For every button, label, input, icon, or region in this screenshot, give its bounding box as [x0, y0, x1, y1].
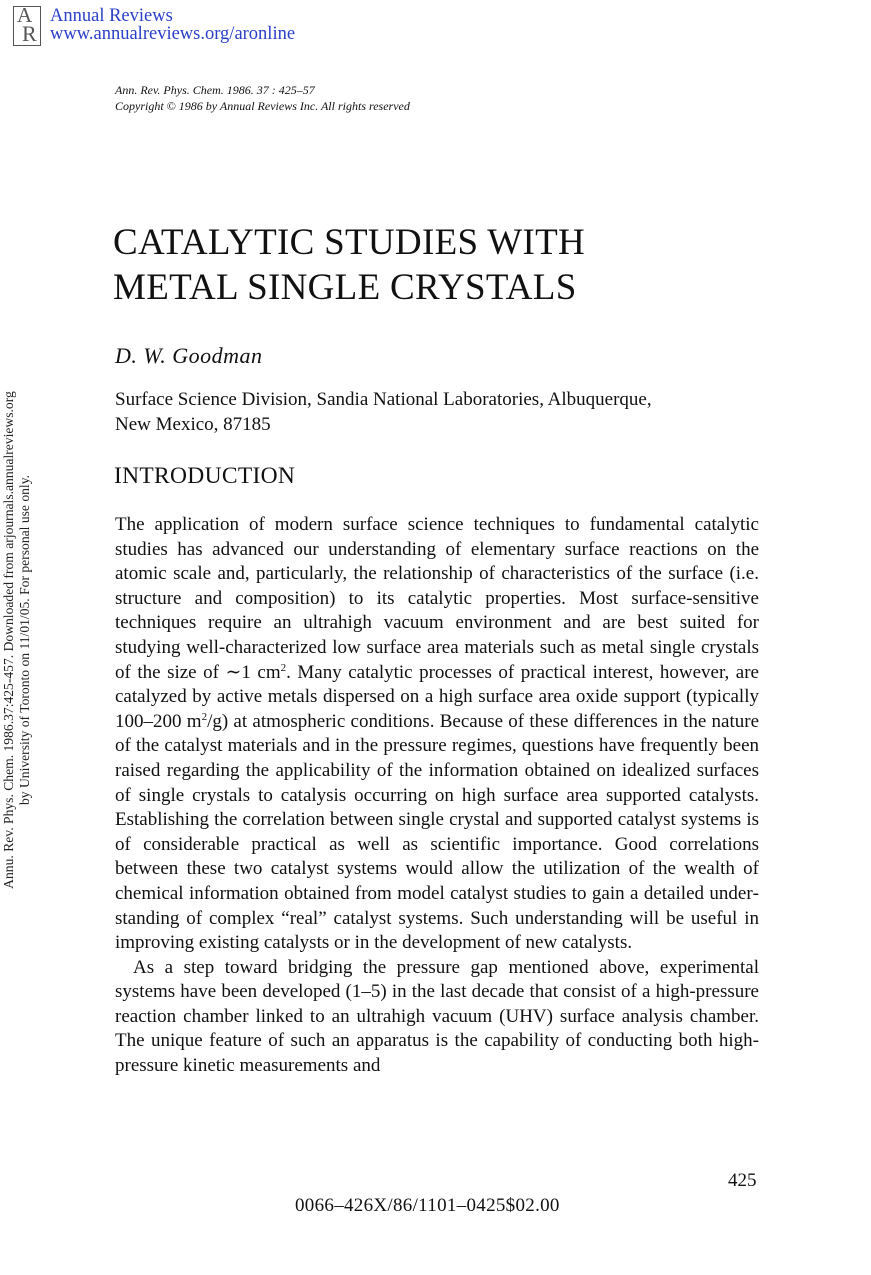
affiliation-line-1: Surface Science Division, Sandia National Laboratories, Albuquerque, — [115, 389, 652, 410]
side-note-line-2: by University of Toronto on 11/01/05. For personal use only. — [17, 474, 32, 806]
p1-text-a: The application of modern surface science techniques to fundamental catalytic studies has advanced our understanding of elementary surface reactions on the atomic scale and, particularly, the relationship of characteristics of the surface (i.e. structure and composition) to its catalytic properties. Most surface-sensitive techniques require an ultrahigh vacuum environment and are best suited for studying well-characterized low surface area materials such as metal single crystals of the size of ∼1 cm — [115, 514, 759, 683]
paragraph-2: As a step toward bridging the pressure gap mentioned above, experimental systems have been developed (1–5) in the last decade that consist of a high-pressure reaction chamber linked to an ultrahigh vacuum (UHV) surface analysis chamber. The unique feature of such an apparatus is the capability of conducting both high-pressure kinetic measurements and — [115, 956, 759, 1077]
annual-reviews-logo — [13, 3, 41, 46]
p1-superscript-2: 2 — [201, 710, 208, 723]
page-number: 425 — [728, 1170, 757, 1191]
title-line-2: METAL SINGLE CRYSTALS — [113, 267, 577, 308]
body-text — [115, 513, 759, 1079]
document-code: 0066–426X/86/1101–0425$02.00 — [295, 1195, 560, 1216]
title-line-1: CATALYTIC STUDIES WITH — [113, 222, 585, 263]
author-affiliation — [115, 387, 765, 437]
affiliation-line-2: New Mexico, 87185 — [115, 414, 271, 435]
banner-url-link[interactable]: www.annualreviews.org/aronline — [50, 24, 296, 44]
section-heading: INTRODUCTION — [114, 463, 296, 489]
p1-text-c: /g) at atmospheric conditions. Because of these differences in the nature of the catalyst materials and in the pressure regimes, questions have frequently been raised regarding the applicability of the information obtained on idealized surfaces of single crystals to catalysis occurring on high surface area supported catalysts. Establishing the correlation between single crystal and supported catalyst systems is of considerable practical as well as scientific importance. Good correlations between these two catalyst systems would allow the utilization of the wealth of chemical information obtained from model catalyst studies to gain a detailed understanding of complex “real” catalyst systems. Such understanding will be useful in improving existing catalysts or in the development of new catalysts. — [115, 710, 760, 954]
paragraph-1 — [115, 513, 759, 956]
side-note-line-1: Annu. Rev. Phys. Chem. 1986.37:425-457. Downloaded from arjournals.annualreviews.org — [1, 391, 16, 889]
copyright-notice: Copyright © 1986 by Annual Reviews Inc. All rights reserved — [115, 99, 410, 113]
banner-publisher-link[interactable]: Annual Reviews — [50, 6, 173, 26]
author-name: D. W. Goodman — [115, 343, 263, 368]
logo-letter-r: R — [22, 21, 37, 46]
download-side-note — [1, 330, 33, 950]
journal-citation: Ann. Rev. Phys. Chem. 1986. 37 : 425–57 — [115, 83, 315, 97]
p1-superscript-1: 2 — [280, 661, 287, 674]
journal-meta — [115, 82, 410, 114]
p1-text-b: . Many catalytic processes of practical interest, however, are catalyzed by active metals dispersed on a high surface area oxide support (typically 100–200 m — [115, 661, 759, 732]
logo-letter-a: A — [17, 3, 33, 27]
article-title — [113, 220, 585, 310]
